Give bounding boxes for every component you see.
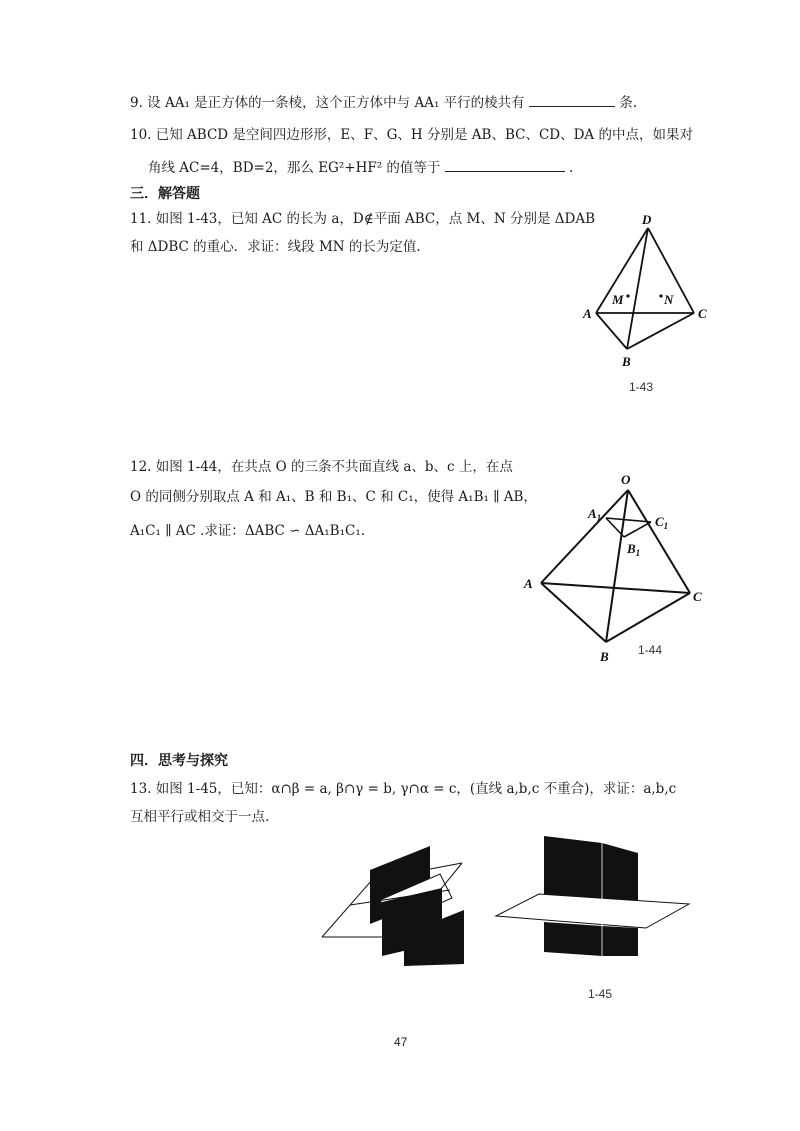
- label-A: A: [583, 306, 592, 321]
- label-A: A: [524, 576, 533, 591]
- label-C1: $C_1$: [655, 514, 669, 531]
- section-4-heading: 四．思考与探究: [130, 753, 228, 769]
- label-B: B: [622, 354, 631, 369]
- label-B: B: [600, 649, 609, 664]
- question-12-line-1: 12. 如图 1-44，在共点 O 的三条不共面直线 a、b、c 上，在点: [130, 459, 513, 475]
- question-12-line-3: A₁C₁ ∥ AC .求证：ΔABC ∽ ΔA₁B₁C₁.: [130, 523, 366, 539]
- label-C: C: [698, 306, 707, 321]
- question-13-line-1: 13. 如图 1-45，已知：α∩β = a, β∩γ = b, γ∩α = c，(直线 a,b,c 不重合)，求证：a,b,c: [130, 781, 677, 797]
- label-O: O: [621, 472, 631, 487]
- line-left-1: [322, 880, 372, 937]
- plane-right-lower-right: [602, 926, 638, 956]
- question-10-text: 角线 AC=4，BD=2，那么 EG²+HF² 的值等于: [148, 160, 441, 176]
- figure-1-43-caption: 1-43: [629, 380, 654, 394]
- question-9-suffix: 条.: [619, 95, 638, 111]
- question-11-line-2: 和 ΔDBC 的重心．求证：线段 MN 的长为定值.: [130, 239, 421, 255]
- label-M: M: [612, 292, 624, 307]
- label-A1: $A_1$: [588, 506, 602, 523]
- figure-1-44-caption: 1-44: [638, 643, 663, 657]
- question-9-text: 9. 设 AA₁ 是正方体的一条棱，这个正方体中与 AA₁ 平行的棱共有: [130, 95, 525, 111]
- label-N: N: [664, 292, 674, 307]
- plane-right-lower-left: [544, 922, 602, 956]
- label-D: D: [642, 212, 652, 227]
- question-12-line-2: O 的同侧分别取点 A 和 A₁、B 和 B₁、C 和 C₁，使得 A₁B₁ ∥ AB，: [130, 489, 537, 505]
- plane-right-horizontal: [496, 894, 689, 928]
- question-10-line-1: 10. 已知 ABCD 是空间四边形形，E、F、G、H 分别是 AB、BC、CD、DA 的中点，如果对: [130, 127, 693, 143]
- section-3-heading: 三．解答题: [130, 186, 200, 202]
- question-10-suffix: .: [569, 160, 574, 176]
- question-13-line-2: 互相平行或相交于一点.: [130, 809, 270, 825]
- label-C: C: [693, 589, 702, 604]
- figure-1-45-caption: 1-45: [588, 987, 613, 1001]
- page-number: 47: [394, 1035, 408, 1049]
- figure-1-45-right: [496, 836, 689, 956]
- figure-1-45-left: [322, 846, 464, 966]
- label-B1: $B_1$: [627, 541, 641, 558]
- question-11-line-1: 11. 如图 1-43，已知 AC 的长为 a，D∉平面 ABC，点 M、N 分别是 ΔDAB: [130, 211, 595, 227]
